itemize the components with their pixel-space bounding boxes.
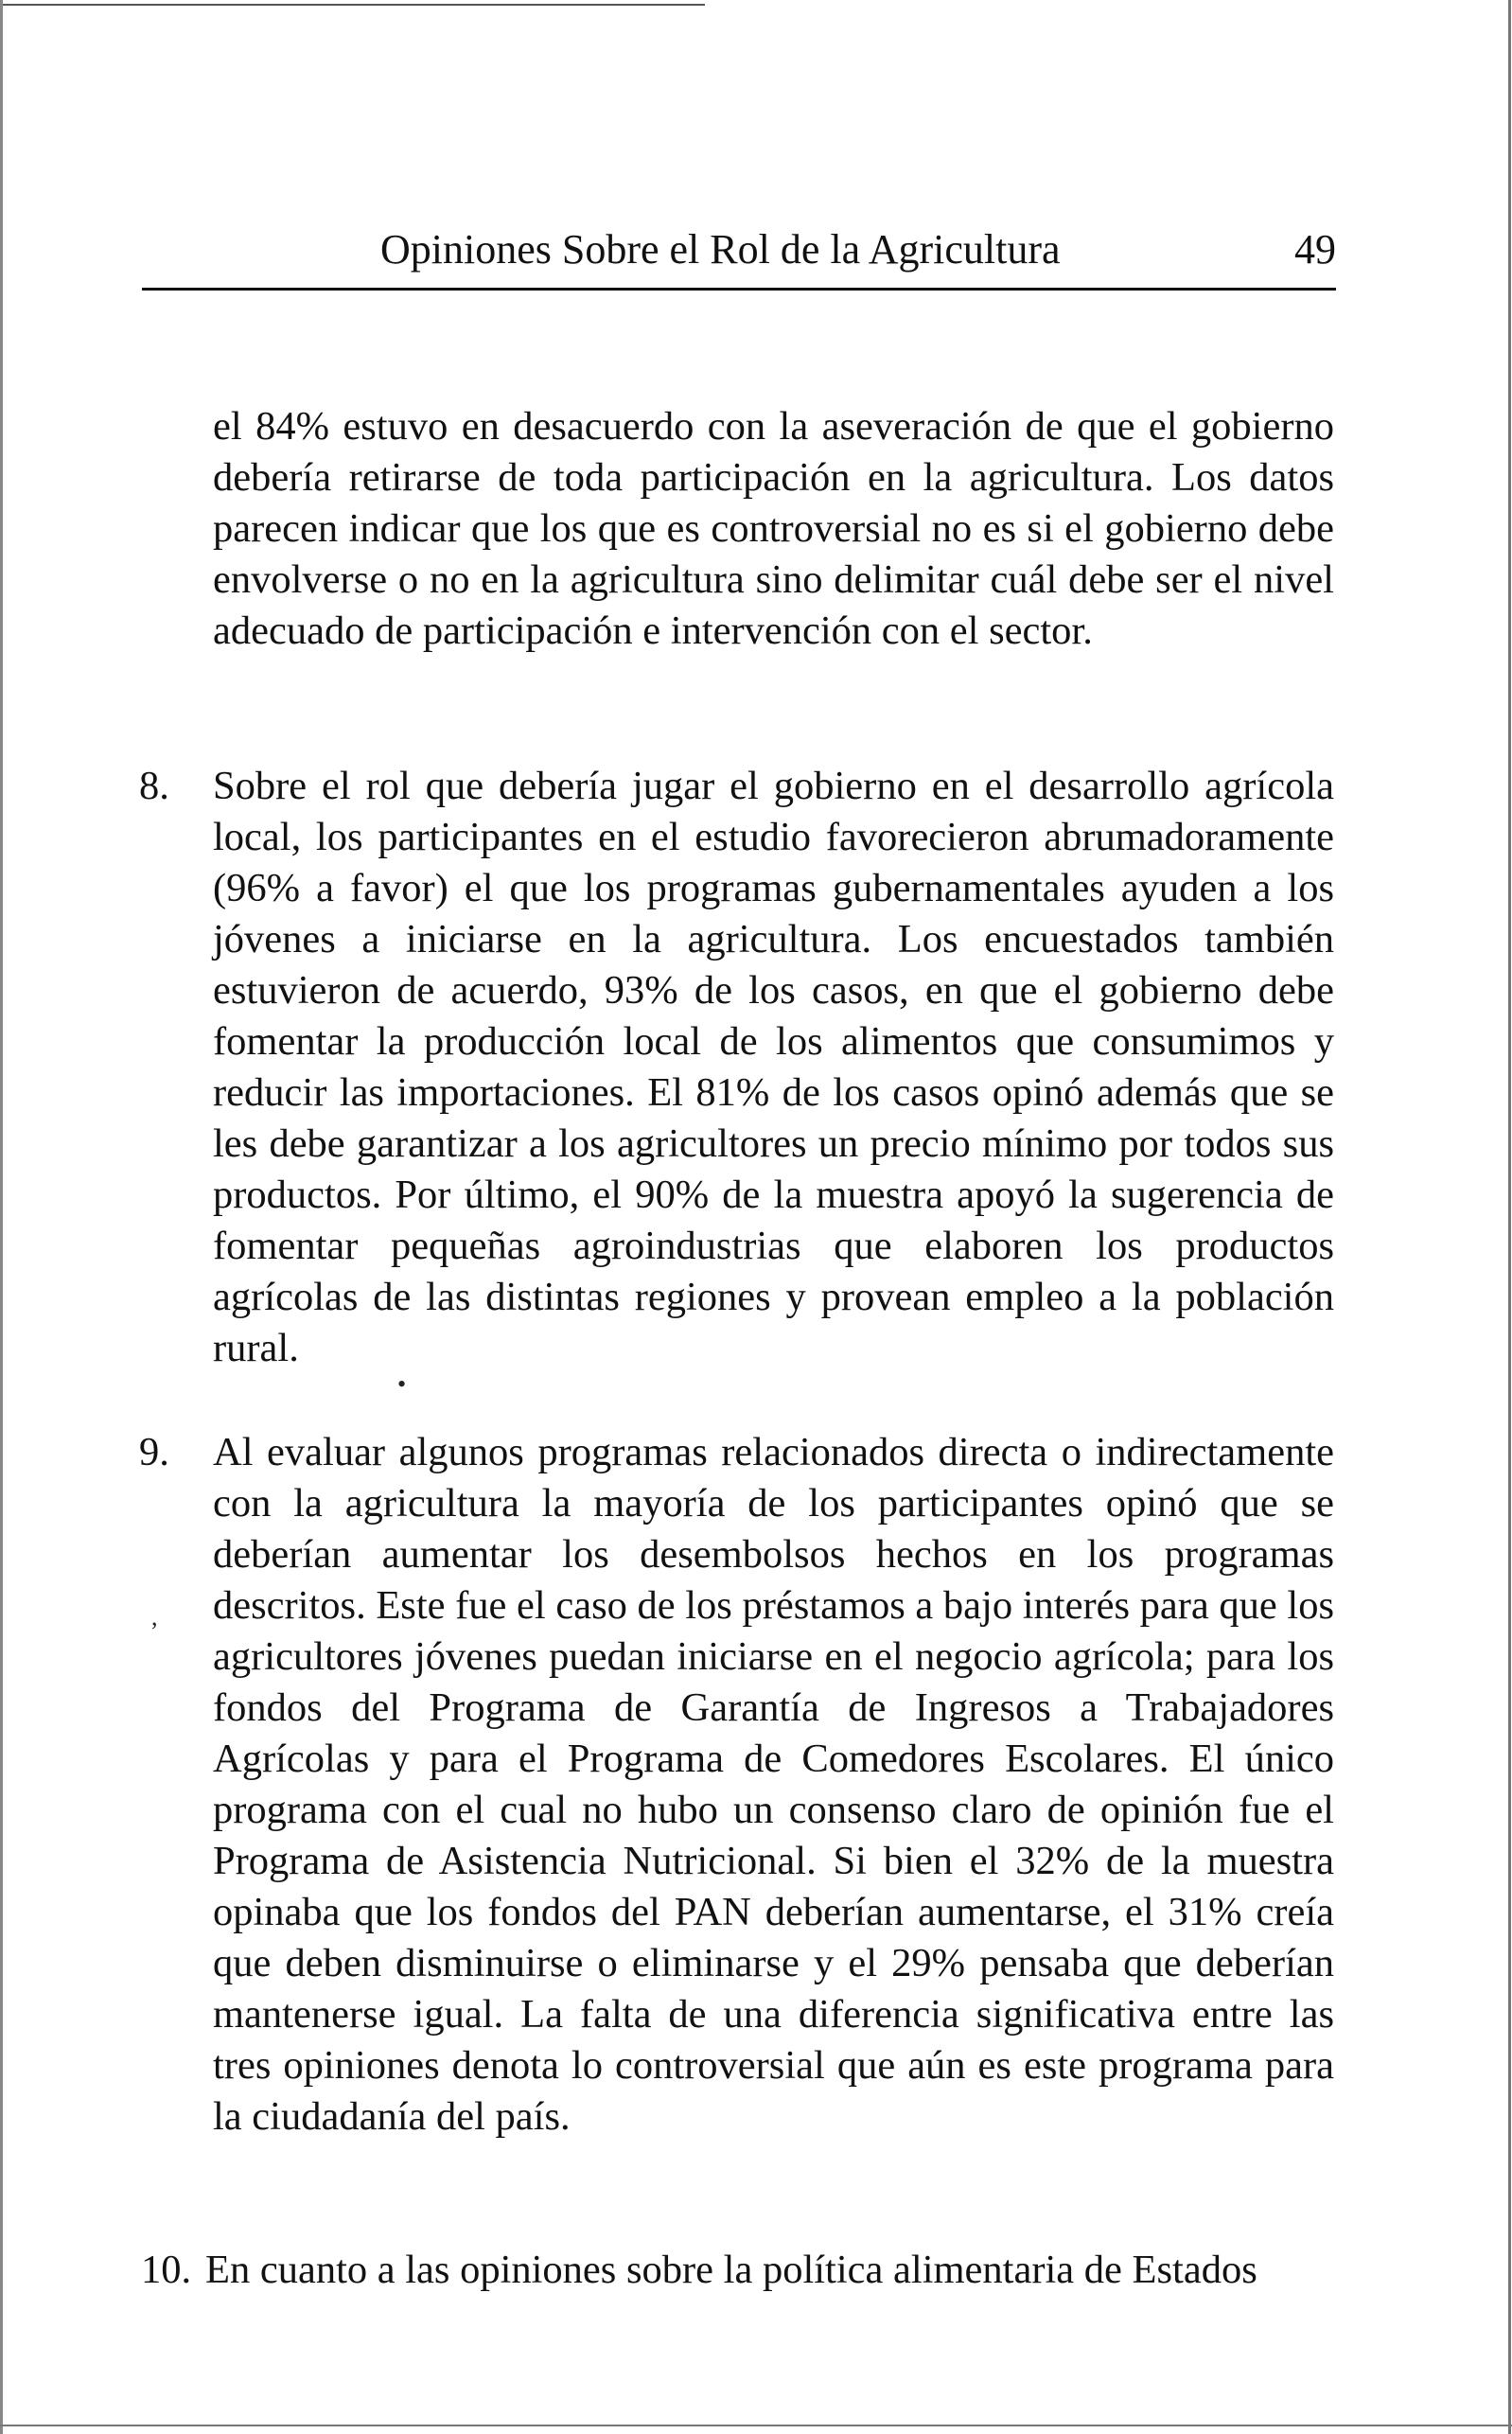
list-item-text: Sobre el rol que debería jugar el gobierno en el desarrollo agrícola local, los participantes en el estudio favorecieron abrumadoramente (96% a favor) el que los programas gubernamentales ayuden a los jóvenes a iniciarse en la agricultura. Los encuestados también estuvieron de acuerdo, 93% de los casos, en que el gobierno debe fomentar la producción local de los alimentos que consumimos y reducir las importaciones. El 81% de los casos opinó además que se les debe garantizar a los agricultores un precio mínimo por todos sus productos. Por último, el 90% de la muestra apoyó la sugerencia de fomentar pequeñas agroindustrias que elaboren los productos agrícolas de las distintas regiones y provean empleo a la población rural. bbox=[213, 764, 1334, 1370]
scan-left-edge bbox=[0, 0, 3, 2434]
list-item-9 bbox=[139, 1427, 1334, 2143]
running-header-title: Opiniones Sobre el Rol de la Agricultura bbox=[380, 226, 1061, 273]
list-item-number: 10. bbox=[141, 2248, 192, 2292]
scan-bottom-edge-line bbox=[0, 2425, 1512, 2426]
list-item-8 bbox=[139, 761, 1334, 1374]
scan-right-edge bbox=[1508, 0, 1511, 2434]
scan-top-edge-line bbox=[0, 4, 705, 6]
scan-speck: • bbox=[397, 1370, 407, 1398]
page-number: 49 bbox=[1294, 226, 1336, 273]
running-header bbox=[142, 220, 1336, 291]
list-item-number: 8. bbox=[139, 764, 169, 808]
list-item-10-text: En cuanto a las opiniones sobre la política alimentaria de Estados bbox=[205, 2248, 1257, 2292]
scan-speck: , bbox=[151, 1603, 158, 1631]
continuation-paragraph: el 84% estuvo en desacuerdo con la aseveración de que el gobierno debería retirarse de toda participación en la agricultura. Los datos parecen indicar que los que es controversial no es si el gobierno debe envolverse o no en la agricultura sino delimitar cuál debe ser el nivel adecuado de participación e intervención con el sector. bbox=[213, 404, 1334, 653]
list-item-text: Al evaluar algunos programas relacionados directa o indirectamente con la agricultura la mayoría de los participantes opinó que se deberían aumentar los desembolsos hechos en los programas descritos. Este fue el caso de los préstamos a bajo interés para que los agricultores jóvenes puedan iniciarse en el negocio agrícola; para los fondos del Programa de Garantía de Ingresos a Trabajadores Agrícolas y para el Programa de Comedores Escolares. El único programa con el cual no hubo un consenso claro de opinión fue el Programa de Asistencia Nutricional. Si bien el 32% de la muestra opinaba que los fondos del PAN deberían aumentarse, el 31% creía que deben disminuirse o eliminarse y el 29% pensaba que deberían mantenerse igual. La falta de una diferencia significativa entre las tres opiniones denota lo controversial que aún es este programa para la ciudadanía del país. bbox=[213, 1430, 1334, 2139]
list-item-number: 9. bbox=[139, 1430, 169, 1474]
